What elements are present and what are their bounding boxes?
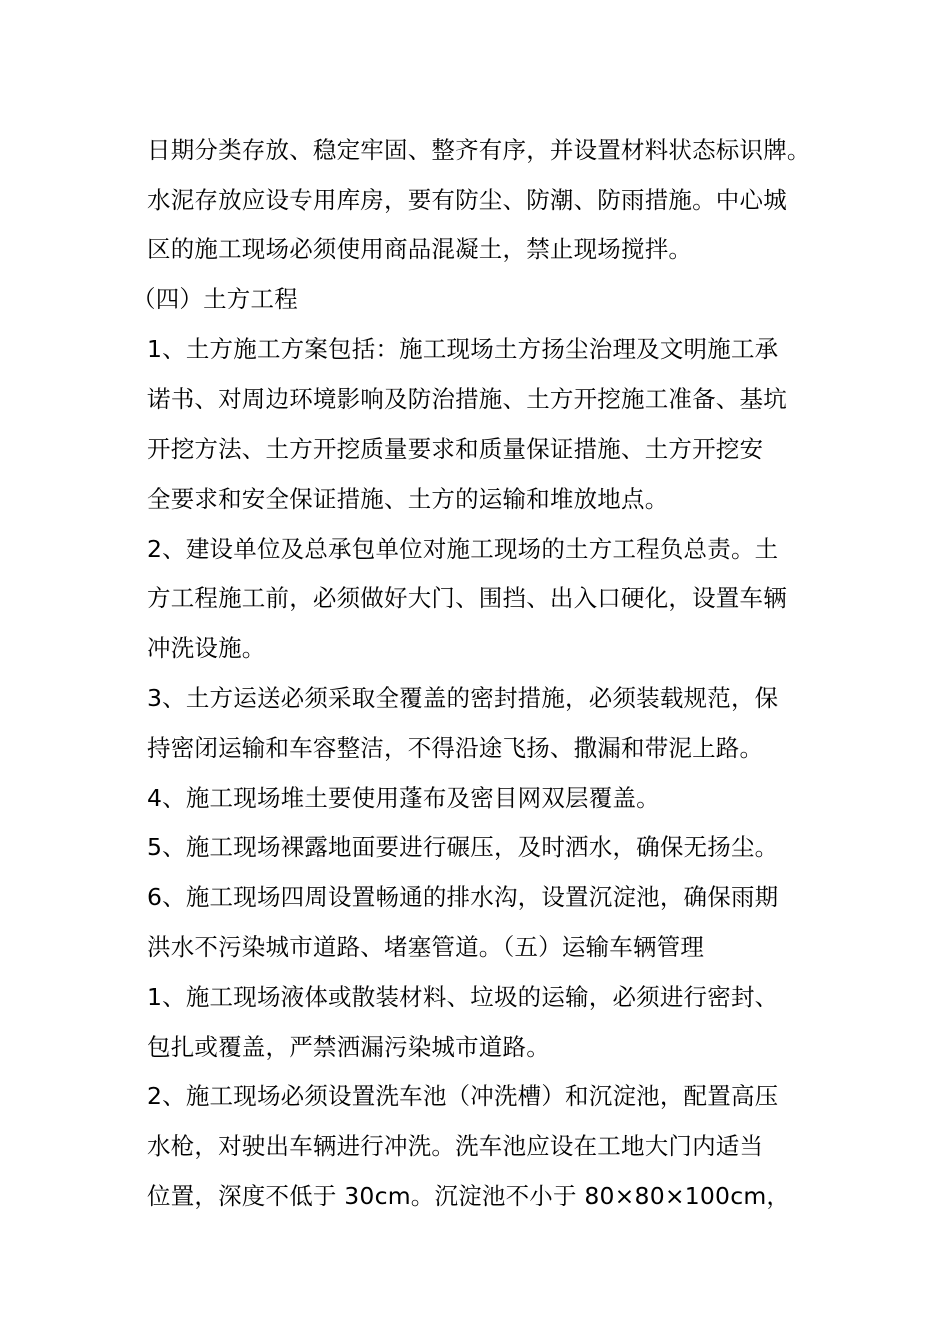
text-line: 2、施工现场必须设置洗车池（冲洗槽）和沉淀池，配置高压 <box>147 1082 779 1110</box>
text-line: 5、施工现场裸露地面要进行碾压，及时洒水，确保无扬尘。 <box>147 833 779 861</box>
text-line: 水泥存放应设专用库房，要有防尘、防潮、防雨措施。中心城 <box>147 186 787 214</box>
text-line: 全要求和安全保证措施、土方的运输和堆放地点。 <box>147 485 669 513</box>
text-line: 方工程施工前，必须做好大门、围挡、出入口硬化，设置车辆 <box>147 584 787 612</box>
text-line: 水枪，对驶出车辆进行冲洗。洗车池应设在工地大门内适当 <box>147 1132 764 1160</box>
text-line: 开挖方法、土方开挖质量要求和质量保证措施、土方开挖安 <box>147 435 764 463</box>
text-line: 2、建设单位及总承包单位对施工现场的土方工程负总责。土 <box>147 535 779 563</box>
text-line: 1、施工现场液体或散装材料、垃圾的运输，必须进行密封、 <box>147 983 779 1011</box>
text-line: 1、土方施工方案包括：施工现场土方扬尘治理及文明施工承 <box>147 335 779 363</box>
text-line: 诺书、对周边环境影响及防治措施、土方开挖施工准备、基坑 <box>147 385 787 413</box>
text-line: 日期分类存放、稳定牢固、整齐有序，并设置材料状态标识牌。 <box>147 136 811 164</box>
text-line: 6、施工现场四周设置畅通的排水沟，设置沉淀池，确保雨期 <box>147 883 779 911</box>
section-heading: （四）土方工程 <box>132 285 298 313</box>
text-line: 4、施工现场堆土要使用蓬布及密目网双层覆盖。 <box>147 784 660 812</box>
text-line: 位置，深度不低于 30cm。沉淀池不小于 80×80×100cm， <box>147 1182 791 1210</box>
text-line: 洪水不污染城市道路、堵塞管道。（五）运输车辆管理 <box>147 933 705 961</box>
text-line: 冲洗设施。 <box>147 634 266 662</box>
text-line: 区的施工现场必须使用商品混凝土，禁止现场搅拌。 <box>147 235 693 263</box>
text-line: 包扎或覆盖，严禁洒漏污染城市道路。 <box>147 1033 550 1061</box>
text-line: 3、土方运送必须采取全覆盖的密封措施，必须装载规范，保 <box>147 684 779 712</box>
text-line: 持密闭运输和车容整洁，不得沿途飞扬、撒漏和带泥上路。 <box>147 734 764 762</box>
